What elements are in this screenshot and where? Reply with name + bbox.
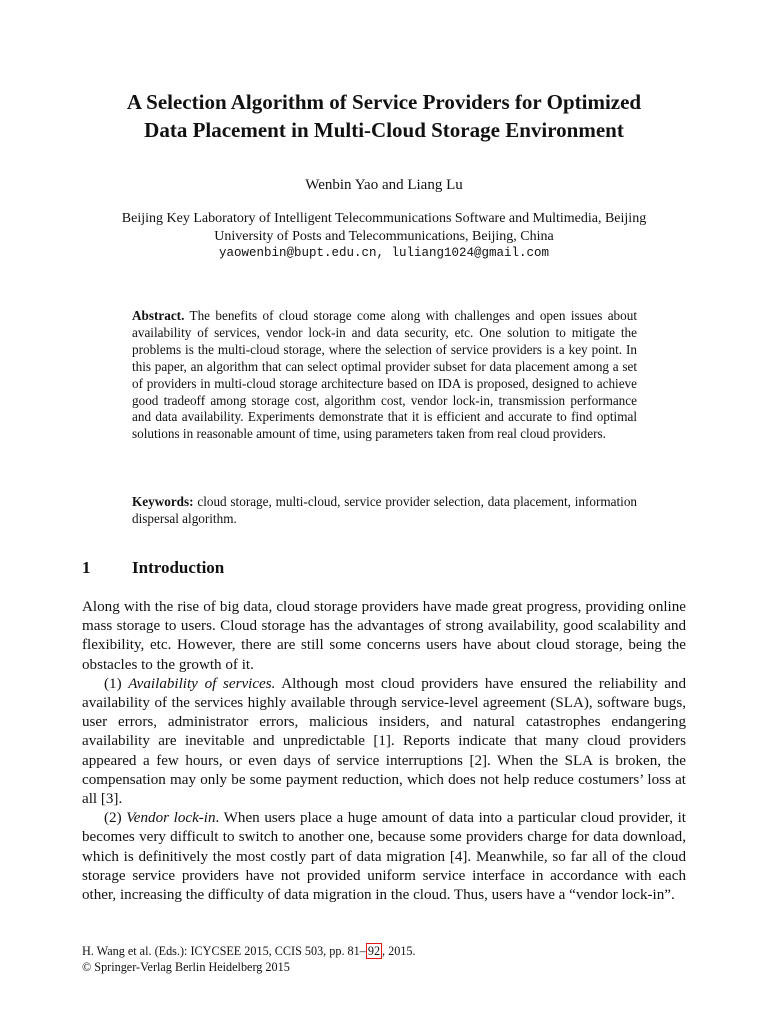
page-footer bbox=[82, 943, 416, 975]
keywords bbox=[132, 494, 637, 528]
body-text bbox=[82, 598, 686, 905]
paragraph-2-heading: Availability of services. bbox=[128, 675, 276, 692]
keywords-label: Keywords: bbox=[132, 494, 194, 509]
paragraph-1: Along with the rise of big data, cloud storage providers have made great progress, providing online mass storage to users. Cloud storage has the advantages of strong availability, good scalability and flexibility, etc. However, there are still some concerns users have about cloud storage, being the obstacles to the growth of it. bbox=[82, 599, 686, 673]
affiliation-line-2: University of Posts and Telecommunications, Beijing, China bbox=[214, 229, 554, 244]
paragraph-3 bbox=[82, 809, 686, 905]
affiliation-line-1: Beijing Key Laboratory of Intelligent Telecommunications Software and Multimedia, Beijing bbox=[121, 211, 647, 226]
keywords-text: cloud storage, multi-cloud, service provider selection, data placement, information dispersal algorithm. bbox=[132, 494, 638, 526]
page-link[interactable]: 92 bbox=[367, 944, 381, 958]
paragraph-2-text: Although most cloud providers have ensured the reliability and availability of the services highly available through service-level agreement (SLA), software bugs, user errors, administrator errors, malicious insiders, and natural catastrophes endangering availability are inevitable and unpredictable [1]. Reports indicate that many cloud providers appeared a few hours, or even days of service interruptions [2]. When the SLA is broken, the compensation may only be some payment reduction, which does not help reduce costumers’ loss at all [3]. bbox=[82, 675, 687, 808]
paragraph-3-text: . When users place a huge amount of data into a particular cloud provider, it becomes very difficult to switch to another one, because some providers charge for data download, which is definitively the most costly part of data migration [4]. Meanwhile, so far all of the cloud storage service providers have not provided uniform service interface in accordance with each other, increasing the difficulty of data migration in the cloud. Thus, users have a “vendor lock-in”. bbox=[82, 810, 686, 904]
citation-suffix: , 2015. bbox=[382, 944, 416, 958]
citation-line bbox=[82, 943, 416, 959]
paragraph-3-heading: Vendor lock-in bbox=[126, 810, 216, 827]
affiliation bbox=[60, 210, 708, 246]
section-heading bbox=[82, 558, 224, 578]
abstract-label: Abstract. bbox=[132, 308, 185, 323]
paper-title bbox=[40, 88, 728, 144]
author-emails: yaowenbin@bupt.edu.cn, luliang1024@gmail.com bbox=[218, 246, 550, 260]
section-number: 1 bbox=[82, 558, 91, 577]
copyright-line: © Springer-Verlag Berlin Heidelberg 2015 bbox=[82, 960, 290, 974]
title-line-2: Data Placement in Multi-Cloud Storage Environment bbox=[144, 118, 624, 142]
title-line-1: A Selection Algorithm of Service Providers for Optimized bbox=[126, 90, 642, 114]
section-title: Introduction bbox=[132, 558, 225, 577]
paragraph-2 bbox=[82, 675, 686, 809]
paragraph-2-prefix: (1) bbox=[104, 675, 129, 692]
abstract-text: The benefits of cloud storage come along with challenges and open issues about availability of services, vendor lock-in and data security, etc. One solution to mitigate the problems is the multi-cloud storage, where the selection of service providers is a key point. In this paper, an algorithm that can select optimal provider subset for data placement among a set of providers in multi-cloud storage architecture based on IDA is proposed, designed to achieve good tradeoff among storage cost, algorithm cost, vendor lock-in, transmission performance and data availability. Experiments demonstrate that it is efficient and accurate to find optimal solutions in reasonable amount of time, using parameters taken from real cloud providers. bbox=[132, 308, 637, 442]
citation-prefix: H. Wang et al. (Eds.): ICYCSEE 2015, CCIS 503, pp. 81– bbox=[82, 944, 366, 958]
abstract bbox=[132, 308, 637, 443]
author-list: Wenbin Yao and Liang Lu bbox=[305, 177, 463, 193]
paragraph-3-prefix: (2) bbox=[104, 810, 127, 827]
